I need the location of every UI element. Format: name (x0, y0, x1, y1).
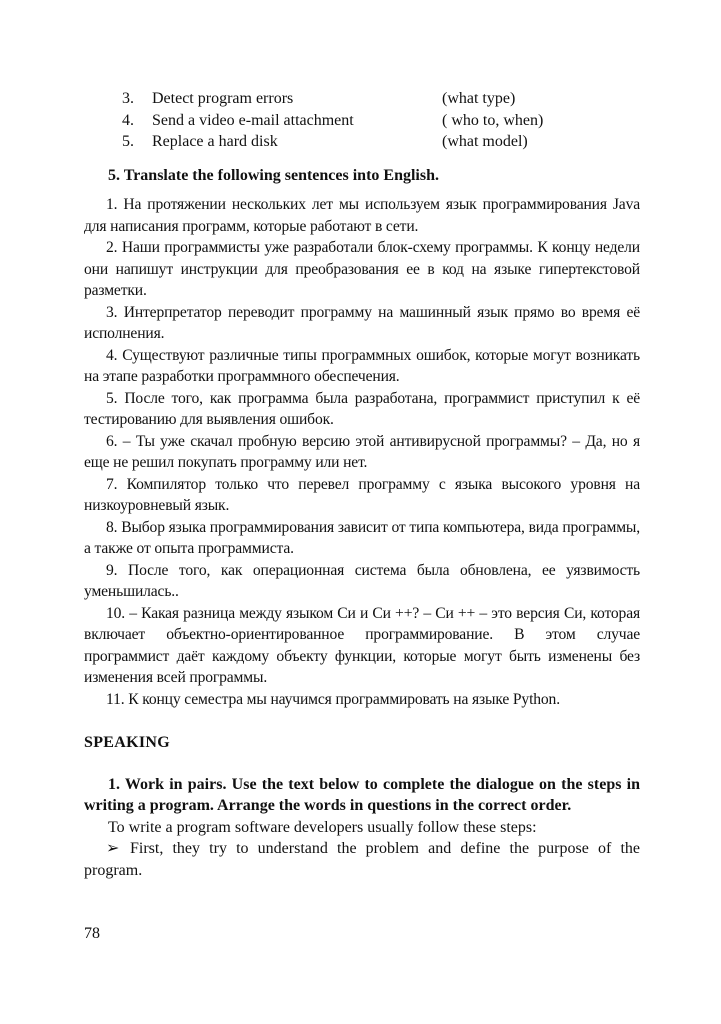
sentence-item: 2. Наши программисты уже разработали блок-схему программы. К концу недели они напишут инструкции для преобразования ее в код на языке гипертекстовой разметки. (84, 239, 640, 299)
task-row (84, 110, 640, 132)
sentence-item: 5. После того, как программа была разработана, программист приступил к её тестированию для выявления ошибок. (84, 389, 640, 428)
task-row (84, 88, 640, 110)
task-row (84, 131, 640, 153)
page-content (84, 88, 640, 881)
task-text: Replace a hard disk (152, 133, 278, 150)
speaking-section-title: SPEAKING (84, 734, 170, 751)
sentence-item: 10. – Какая разница между языком Си и Си ++? – Си ++ – это версия Си, которая включает объектно-ориентированное программирование. В этом случае программист даёт каждому объекту функции, которые могут быть изменены без изменения всей программы. (84, 604, 640, 686)
sentence-item: 4. Существуют различные типы программных ошибок, которые могут возникать на этапе разработки программного обеспечения. (84, 346, 640, 385)
task-note: (what type) (442, 90, 516, 107)
exercise-5-heading: 5. Translate the following sentences into English. (108, 166, 439, 184)
sentence-item: 1. На протяжении нескольких лет мы используем язык программирования Java для написания программ, которые работают в сети. (84, 196, 640, 235)
sentence-item: 3. Интерпретатор переводит программу на машинный язык прямо во время её исполнения. (84, 303, 640, 342)
task-number: 5. (122, 133, 134, 150)
translation-sentences (84, 194, 640, 710)
sentence-item: 6. – Ты уже скачал пробную версию этой антивирусной программы? – Да, но я еще не решил покупать программу или нет. (84, 432, 640, 471)
page-number: 78 (84, 925, 100, 942)
speaking-intro: To write a program software developers usually follow these steps: (108, 818, 537, 836)
task-number: 3. (122, 90, 134, 107)
bullet-item (84, 838, 640, 881)
task-number: 4. (122, 111, 134, 129)
speaking-exercise-1-heading: 1. Work in pairs. Use the text below to complete the dialogue on the steps in writing a program. Arrange the words in questions in the correct order. (84, 775, 640, 814)
task-text: Detect program errors (152, 90, 294, 107)
task-text: Send a video e-mail attachment (152, 111, 354, 129)
bullet-text: First, they try to understand the problem and define the purpose of the program. (84, 840, 640, 879)
task-list (84, 88, 640, 153)
task-note: ( who to, when) (442, 111, 544, 129)
sentence-item: 7. Компилятор только что перевел программу с языка высокого уровня на низкоуровневый язык. (84, 475, 640, 514)
sentence-item: 11. К концу семестра мы научимся программировать на языке Python. (106, 690, 560, 708)
task-note: (what model) (442, 133, 528, 150)
sentence-item: 9. После того, как операционная система была обновлена, ее уязвимость уменьшилась.. (84, 561, 640, 600)
sentence-item: 8. Выбор языка программирования зависит от типа компьютера, вида программы, а также от опыта программиста. (84, 518, 640, 557)
arrow-bullet-icon: ➢ (106, 840, 120, 857)
